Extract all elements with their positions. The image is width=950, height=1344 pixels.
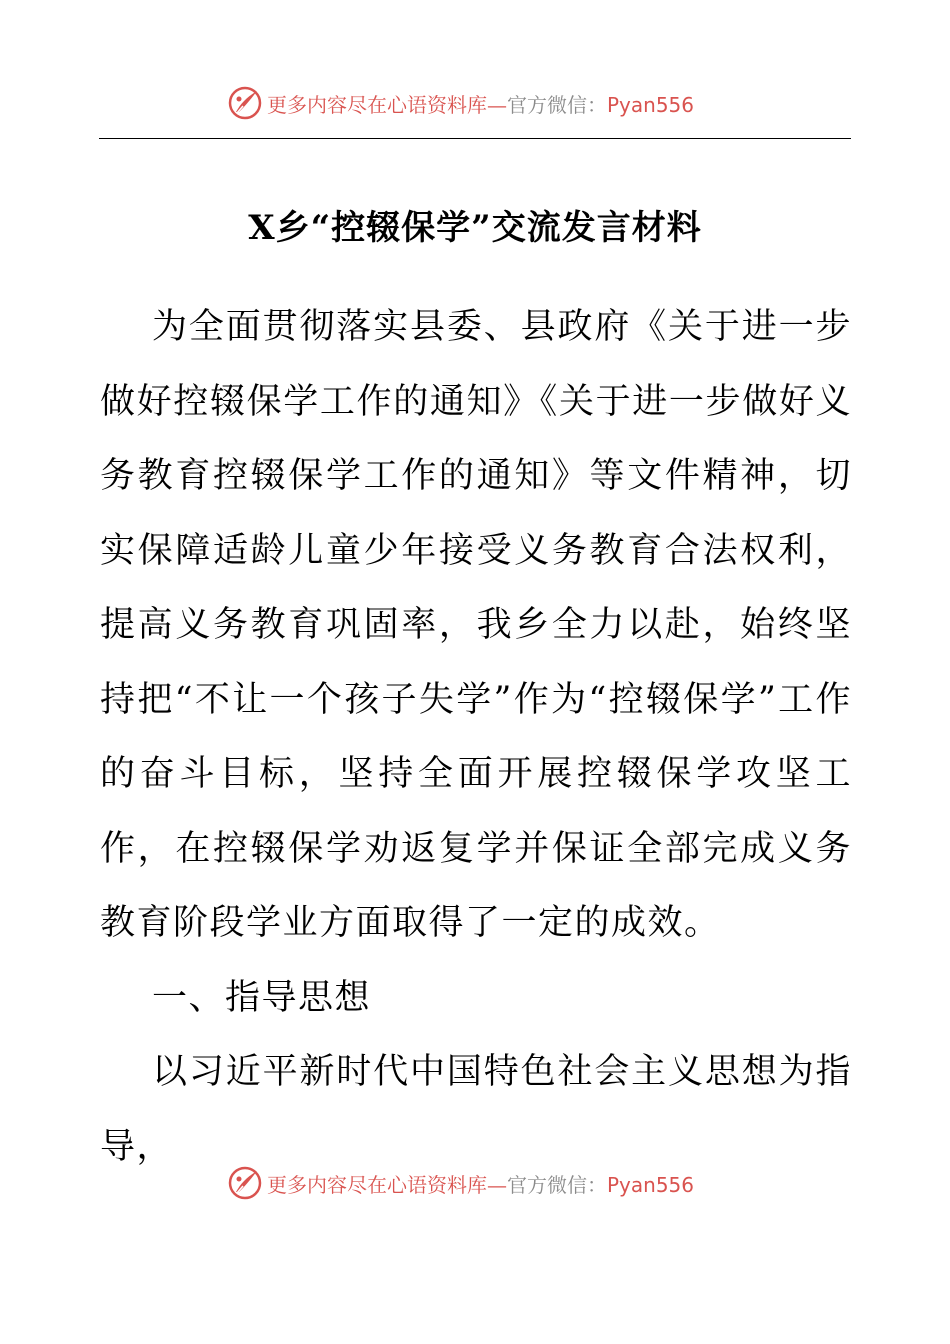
header-banner-official: 官方微信： [507, 92, 607, 117]
footer-banner-official: 官方微信： [507, 1172, 607, 1197]
footer-banner-wechat: Pyan556 [607, 1172, 695, 1197]
footer-banner [0, 1163, 950, 1203]
quill-logo-icon [227, 1165, 263, 1201]
paragraph-intro: 为全面贯彻落实县委、县政府《关于进一步做好控辍保学工作的通知》《关于进一步做好义务教育控辍保学工作的通知》等文件精神，切实保障适龄儿童少年接受义务教育合法权利，提高义务教育巩固率，我乡全力以赴，始终坚持把“不让一个孩子失学”作为“控辍保学”工作的奋斗目标，坚持全面开展控辍保学攻坚工作，在控辍保学劝返复学并保证全部完成义务教育阶段学业方面取得了一定的成效。 [100, 307, 852, 943]
document-body [100, 290, 852, 1184]
header-banner [0, 83, 950, 123]
header-banner-text [267, 89, 694, 118]
footer-banner-text [267, 1169, 694, 1198]
document-title: X乡“控辍保学”交流发言材料 [248, 208, 702, 248]
footer-banner-dash: — [487, 1172, 507, 1197]
paragraph-guiding-ideology: 以习近平新时代中国特色社会主义思想为指导， [100, 1052, 852, 1167]
header-banner-dash: — [487, 92, 507, 117]
footer-banner-main: 更多内容尽在心语资料库 [267, 1172, 487, 1197]
section-heading-guiding-ideology: 一、指导思想 [152, 977, 372, 1018]
header-banner-main: 更多内容尽在心语资料库 [267, 92, 487, 117]
header-divider [99, 138, 851, 139]
quill-logo-icon [227, 85, 263, 121]
header-banner-wechat: Pyan556 [607, 92, 695, 117]
